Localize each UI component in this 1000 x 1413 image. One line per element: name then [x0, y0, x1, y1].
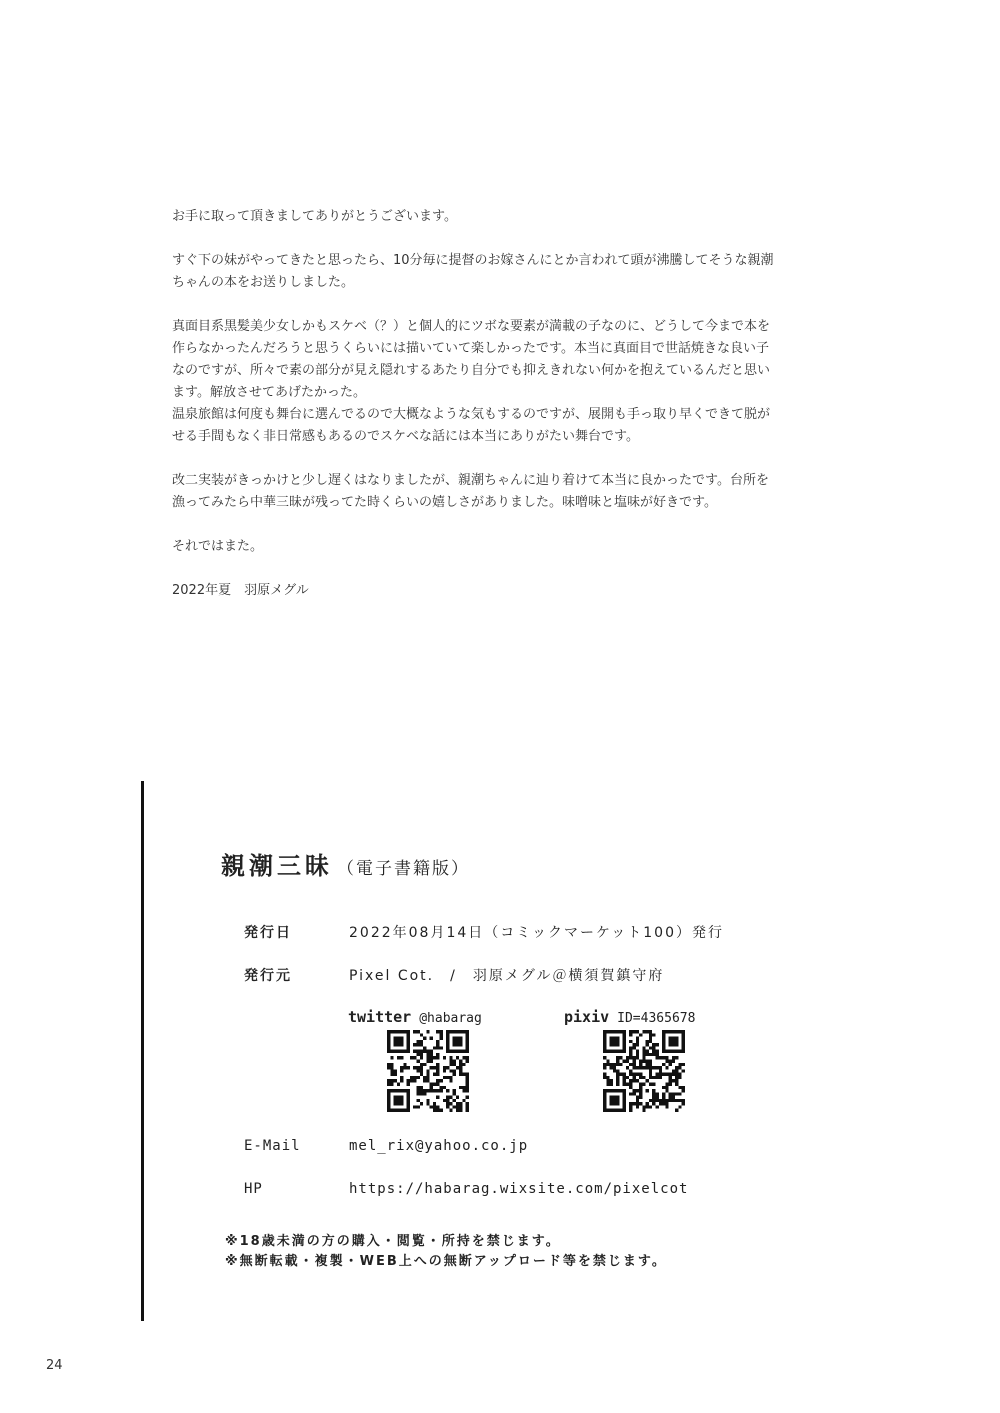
publisher-label: 発行元	[244, 968, 292, 984]
homepage-url[interactable]: https://habarag.wixsite.com/pixelcot	[349, 1181, 689, 1197]
publisher-value: Pixel Cot. / 羽原メグル＠横須賀鎮守府	[349, 968, 665, 984]
afterword-closing: それではまた。	[172, 539, 264, 554]
afterword-paragraph-4: 改二実装がきっかけと少し遅くはなりましたが、親潮ちゃんに辿り着けて本当に良かったです。台所を 漁ってみたら中華三昧が残ってた時くらいの嬉しさがありました。味噌味と塩味が好きです。	[172, 473, 769, 510]
email-label: E-Mail	[244, 1138, 301, 1154]
afterword-greeting: お手に取って頂きましてありがとうございます。	[172, 209, 457, 224]
pixiv-label: pixiv	[564, 1008, 610, 1026]
afterword-signature: 2022年夏 羽原メグル	[172, 583, 309, 598]
afterword-paragraph-2: 真面目系黒髪美少女しかもスケベ（？）と個人的にツボな要素が満載の子なのに、どうして今まで本を 作らなかったんだろうと思うくらいには描いていて楽しかったです。本当に真面目で世話焼きな良い子 なのですが、所々で素の部分が見え隠れするあたり自分でも抑えきれない何かを抱えているんだと思い ます。解放させてあげたかった。	[172, 319, 771, 400]
pixiv-qr-code-icon[interactable]	[603, 1030, 685, 1112]
page-number: 24	[46, 1358, 63, 1373]
twitter-label: twitter	[348, 1008, 412, 1026]
pixiv-id[interactable]: ID=4365678	[617, 1011, 696, 1026]
book-title-text: 親潮三昧	[221, 852, 333, 880]
issue-date-value: 2022年08月14日（コミックマーケット100）発行	[349, 925, 724, 941]
book-title	[221, 846, 470, 881]
email-value[interactable]: mel_rix@yahoo.co.jp	[349, 1138, 529, 1154]
notice-age-restriction: ※18歳未満の方の購入・閲覧・所持を禁じます。	[225, 1234, 561, 1249]
twitter-info	[348, 1008, 482, 1026]
homepage-label: HP	[244, 1181, 263, 1197]
issue-date-label: 発行日	[244, 925, 292, 941]
twitter-handle[interactable]: @habarag	[419, 1011, 482, 1026]
afterword	[172, 206, 872, 624]
afterword-paragraph-3: 温泉旅館は何度も舞台に選んでるので大概なような気もするのですが、展開も手っ取り早くできて脱が せる手間もなく非日常感もあるのでスケベな話には本当にありがたい舞台です。	[172, 407, 771, 444]
notice-no-reproduction: ※無断転載・複製・WEB上への無断アップロード等を禁じます。	[225, 1254, 667, 1269]
notices	[225, 1232, 667, 1272]
book-subtitle: （電子書籍版）	[337, 859, 470, 879]
afterword-paragraph-1: すぐ下の妹がやってきたと思ったら、10分毎に提督のお嫁さんにとか言われて頭が沸騰してそうな親潮 ちゃんの本をお送りしました。	[172, 253, 774, 290]
twitter-qr-code-icon[interactable]	[387, 1030, 469, 1112]
colophon-rule	[141, 781, 144, 1321]
pixiv-info	[564, 1008, 695, 1026]
